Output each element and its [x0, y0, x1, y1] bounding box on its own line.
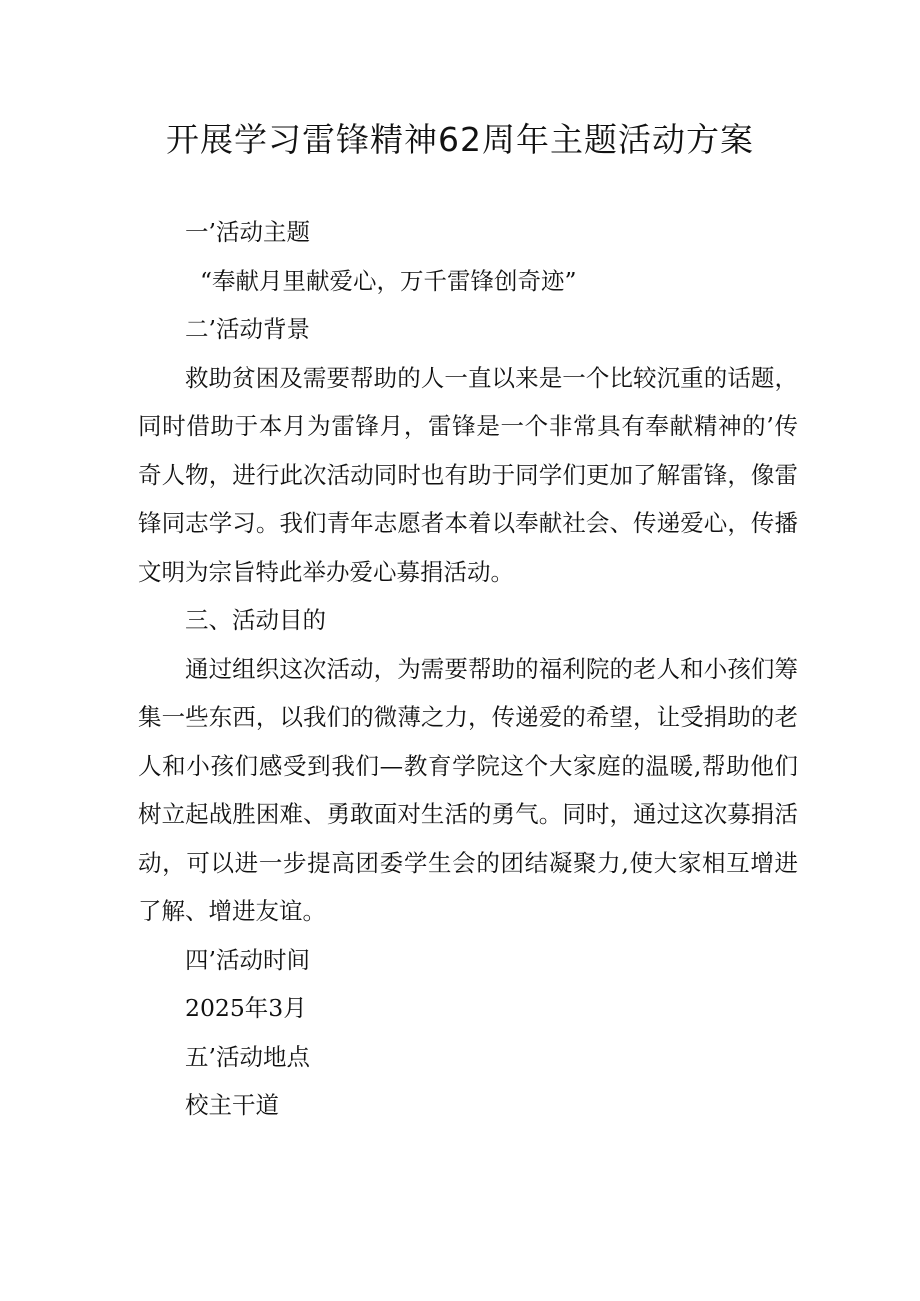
section-heading-theme: 一’活动主题: [185, 218, 310, 246]
section-heading-purpose: 三、活动目的: [185, 606, 326, 634]
activity-place: 校主干道: [185, 1091, 279, 1119]
theme-slogan: “奉献月里献爱心，万千雷锋创奇迹”: [200, 266, 577, 295]
section-heading-time: 四’活动时间: [185, 945, 310, 974]
section-heading-place: 五’活动地点: [185, 1042, 310, 1071]
document-title: 开展学习雷锋精神62周年主题活动方案: [166, 120, 754, 159]
section-heading-background: 二’活动背景: [185, 315, 310, 343]
activity-time: 2025年3月: [185, 994, 307, 1022]
purpose-paragraph: 通过组织这次活动，为需要帮助的福利院的老人和小孩们筹集一些东西，以我们的微薄之力，传递爱的希望，让受捐助的老人和小孩们感受到我们—教育学院这个大家庭的温暖,帮助他们树立起战胜困难、勇敢面对生活的勇气。同时，通过这次募捐活动，可以进一步提高团委学生会的团结凝聚力,使大家相互增进了解、增进友谊。: [138, 654, 798, 925]
background-paragraph: 救助贫困及需要帮助的人一直以来是一个比较沉重的话题，同时借助于本月为雷锋月，雷锋是一个非常具有奉献精神的’传奇人物，进行此次活动同时也有助于同学们更加了解雷锋，像雷锋同志学习。我们青年志愿者本着以奉献社会、传递爱心，传播文明为宗旨特此举办爱心募捐活动。: [138, 363, 798, 586]
document-body: [138, 208, 798, 1130]
